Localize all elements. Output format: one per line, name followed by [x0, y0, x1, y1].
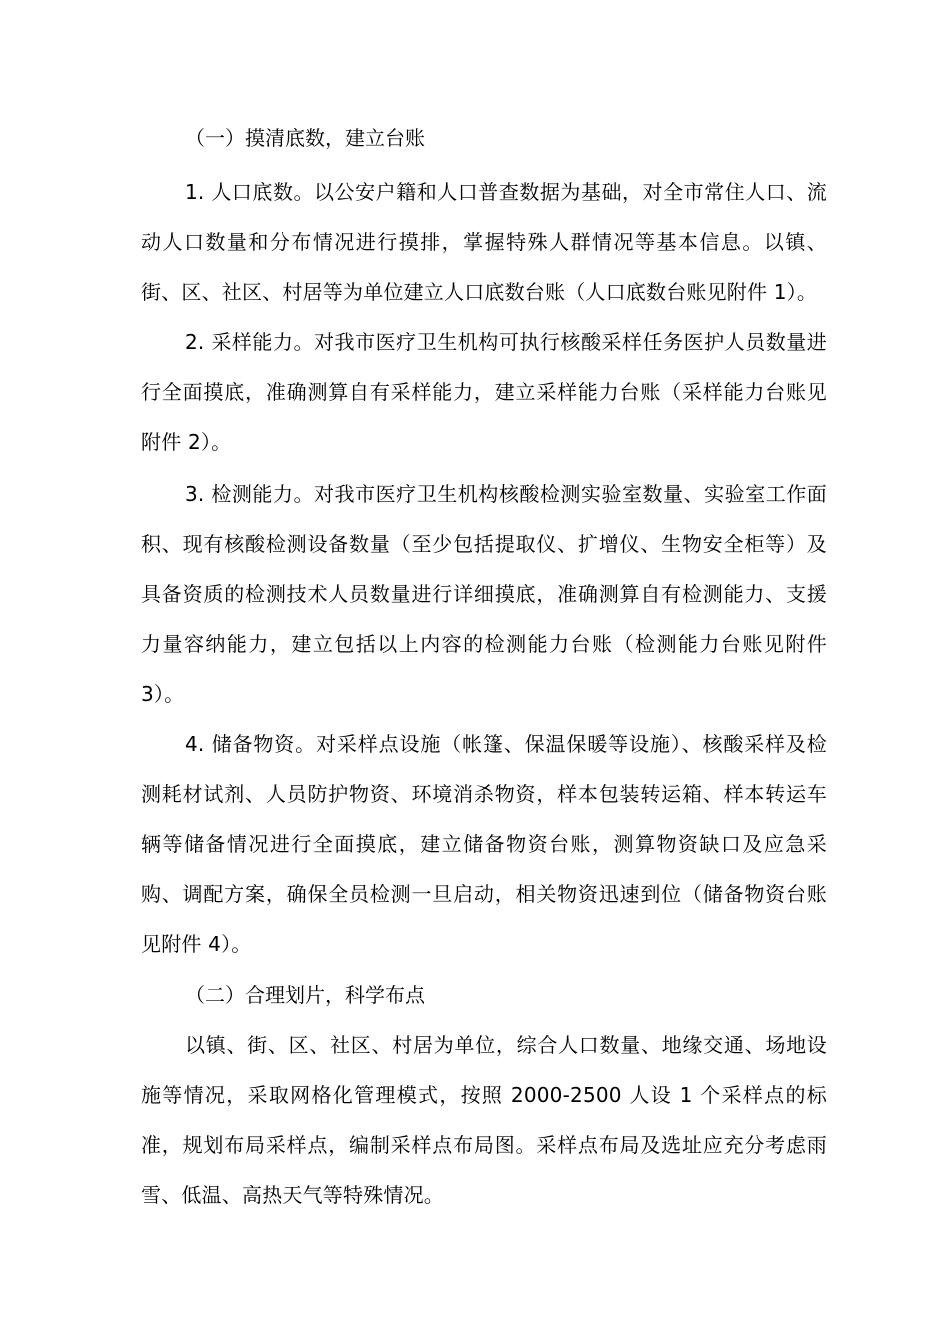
section-heading-2: （二）合理划片，科学布点 — [185, 983, 425, 1007]
paragraph-sampling-capacity: 2. 采样能力。对我市医疗卫生机构可执行核酸采样任务医护人员数量进行全面摸底，准确测算自有采样能力，建立采样能力台账（采样能力台账见附件 2）。 — [141, 330, 827, 454]
paragraph-sampling-site-layout: 以镇、街、区、社区、村居为单位，综合人口数量、地缘交通、场地设施等情况，采取网格化管理模式，按照 2000-2500 人设 1 个采样点的标准，规划布局采样点，编制采样点布局图。采样点布局及选址应充分考虑雨雪、低温、高热天气等特殊情况。 — [141, 1033, 827, 1207]
paragraph-reserve-supplies: 4. 储备物资。对采样点设施（帐篷、保温保暖等设施）、核酸采样及检测耗材试剂、人员防护物资、环境消杀物资，样本包装转运箱、样本转运车辆等储备情况进行全面摸底，建立储备物资台账，测算物资缺口及应急采购、调配方案，确保全员检测一旦启动，相关物资迅速到位（储备物资台账见附件 4）。 — [141, 732, 827, 956]
section-heading-1: （一）摸清底数，建立台账 — [185, 126, 425, 150]
paragraph-testing-capacity: 3. 检测能力。对我市医疗卫生机构核酸检测实验室数量、实验室工作面积、现有核酸检测设备数量（至少包括提取仪、扩增仪、生物安全柜等）及具备资质的检测技术人员数量进行详细摸底，准确测算自有检测能力、支援力量容纳能力，建立包括以上内容的检测能力台账（检测能力台账见附件 3）。 — [141, 482, 827, 706]
paragraph-population-baseline: 1. 人口底数。以公安户籍和人口普查数据为基础，对全市常住人口、流动人口数量和分布情况进行摸排，掌握特殊人群情况等基本信息。以镇、街、区、社区、村居等为单位建立人口底数台账（人口底数台账见附件 1）。 — [141, 180, 827, 304]
